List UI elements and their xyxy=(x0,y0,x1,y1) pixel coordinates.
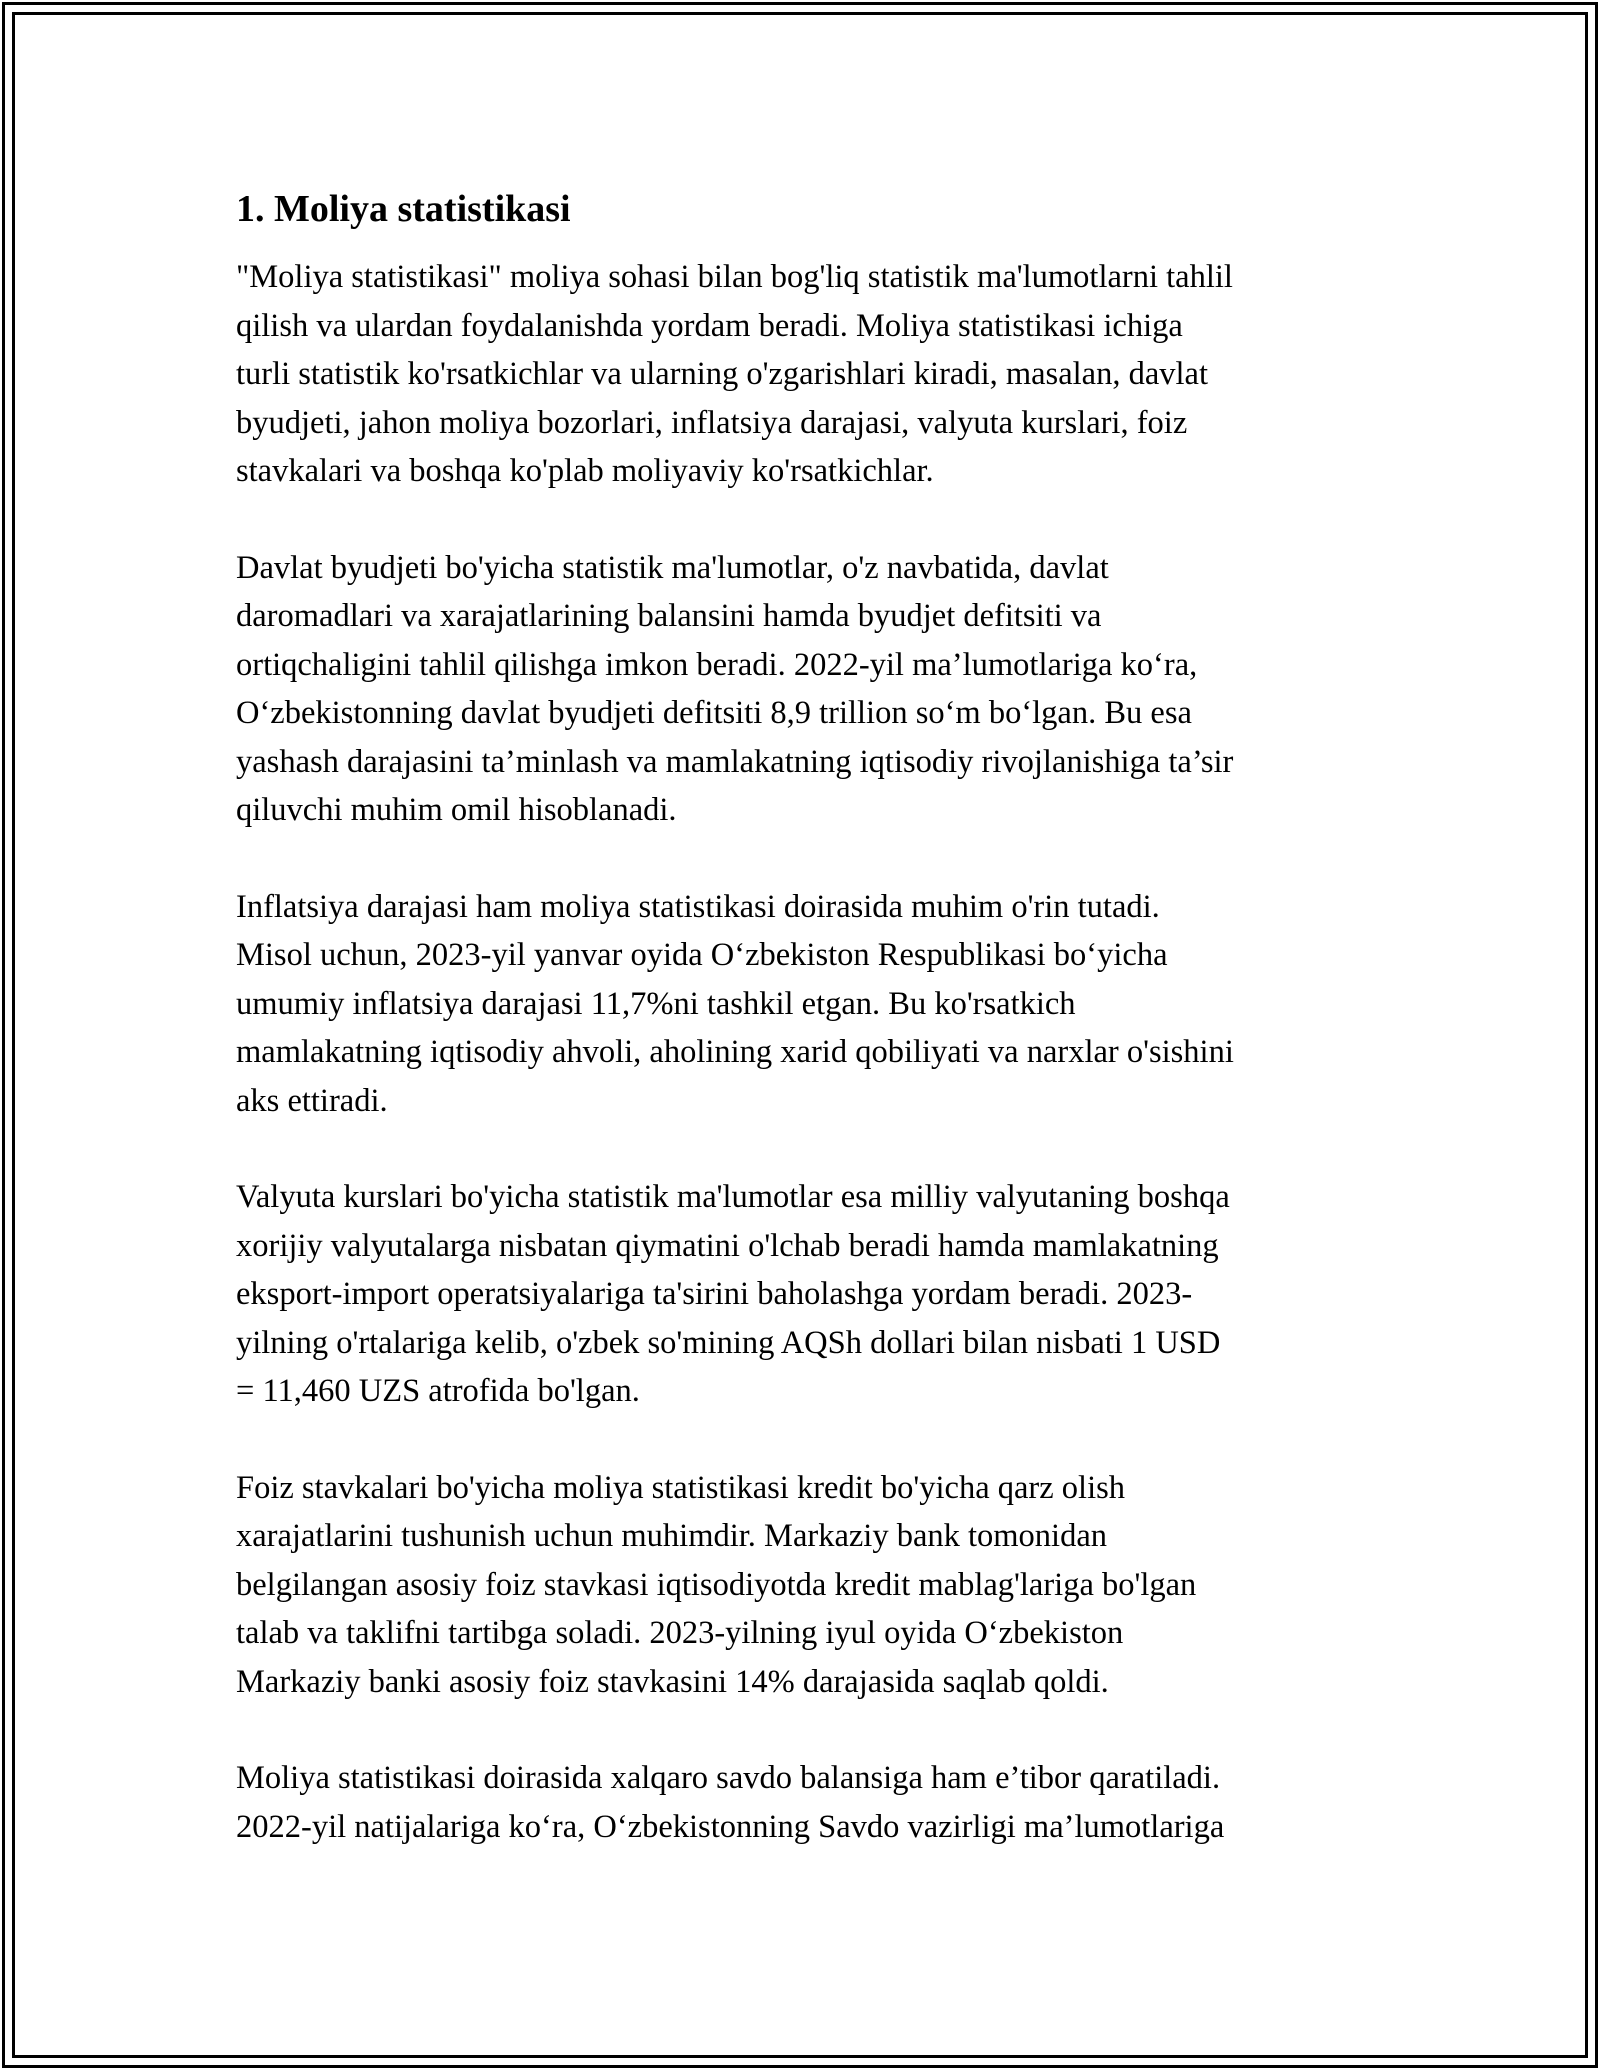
text-line: qiluvchi muhim omil hisoblanadi. xyxy=(236,792,677,828)
text-line: Inflatsiya darajasi ham moliya statistikasi doirasida muhim o'rin tutadi. xyxy=(236,888,1160,925)
paragraph-exchange-rates xyxy=(236,1173,1376,1416)
text-line: 2022-yil natijalariga ko‘ra, O‘zbekistonning Savdo vazirligi ma’lumotlariga xyxy=(236,1808,1225,1845)
text-line: Davlat byudjeti bo'yicha statistik ma'lumotlar, o'z navbatida, davlat xyxy=(236,549,1109,586)
text-line: stavkalari va boshqa ko'plab moliyaviy ko'rsatkichlar. xyxy=(236,453,934,489)
text-line: Markaziy banki asosiy foiz stavkasini 14% darajasida saqlab qoldi. xyxy=(236,1663,1109,1700)
paragraph-inflation xyxy=(236,883,1376,1126)
text-line: Foiz stavkalari bo'yicha moliya statistikasi kredit bo'yicha qarz olish xyxy=(236,1469,1126,1506)
paragraph-interest-rates xyxy=(236,1464,1376,1707)
text-line: daromadlari va xarajatlarining balansini hamda byudjet defitsiti va xyxy=(236,598,1102,634)
text-line: O‘zbekistonning davlat byudjeti defitsiti 8,9 trillion so‘m bo‘lgan. Bu esa xyxy=(236,695,1192,731)
text-line: yashash darajasini ta’minlash va mamlakatning iqtisodiy rivojlanishiga ta’sir xyxy=(236,743,1234,780)
text-line: "Moliya statistikasi" moliya sohasi bilan bog'liq statistik ma'lumotlarni tahlil xyxy=(236,259,1233,295)
text-line: Valyuta kurslari bo'yicha statistik ma'lumotlar esa milliy valyutaning boshqa xyxy=(236,1179,1230,1215)
text-line: byudjeti, jahon moliya bozorlari, inflatsiya darajasi, valyuta kurslari, foiz xyxy=(236,404,1188,441)
text-line: Misol uchun, 2023-yil yanvar oyida O‘zbekiston Respublikasi bo‘yicha xyxy=(236,937,1168,973)
text-line: = 11,460 UZS atrofida bo'lgan. xyxy=(236,1373,640,1409)
text-line: qilish va ulardan foydalanishda yordam beradi. Moliya statistikasi ichiga xyxy=(236,307,1183,344)
text-line: eksport-import operatsiyalariga ta'sirini baholashga yordam beradi. 2023- xyxy=(236,1276,1193,1312)
section-heading: 1. Moliya statistikasi xyxy=(236,188,571,230)
text-line: xorijiy valyutalarga nisbatan qiymatini o'lchab beradi hamda mamlakatning xyxy=(236,1227,1219,1264)
text-line: belgilangan asosiy foiz stavkasi iqtisodiyotda kredit mablag'lariga bo'lgan xyxy=(236,1566,1197,1603)
text-line: aks ettiradi. xyxy=(236,1082,388,1119)
text-line: Moliya statistikasi doirasida xalqaro savdo balansiga ham e’tibor qaratiladi. xyxy=(236,1760,1221,1796)
paragraph-budget xyxy=(236,544,1376,835)
paragraph-intro xyxy=(236,253,1376,496)
text-line: ortiqchaligini tahlil qilishga imkon beradi. 2022-yil ma’lumotlariga ko‘ra, xyxy=(236,646,1198,683)
text-line: talab va taklifni tartibga soladi. 2023-yilning iyul oyida O‘zbekiston xyxy=(236,1615,1124,1651)
text-line: yilning o'rtalariga kelib, o'zbek so'mining AQSh dollari bilan nisbati 1 USD xyxy=(236,1324,1221,1361)
text-line: umumiy inflatsiya darajasi 11,7%ni tashkil etgan. Bu ko'rsatkich xyxy=(236,985,1076,1022)
text-line: mamlakatning iqtisodiy ahvoli, aholining xarid qobiliyati va narxlar o'sishini xyxy=(236,1034,1234,1070)
document-body xyxy=(236,185,1376,1899)
text-line: xarajatlarini tushunish uchun muhimdir. Markaziy bank tomonidan xyxy=(236,1518,1108,1554)
paragraph-trade-balance xyxy=(236,1754,1376,1851)
text-line: turli statistik ko'rsatkichlar va ularning o'zgarishlari kiradi, masalan, davlat xyxy=(236,356,1208,392)
